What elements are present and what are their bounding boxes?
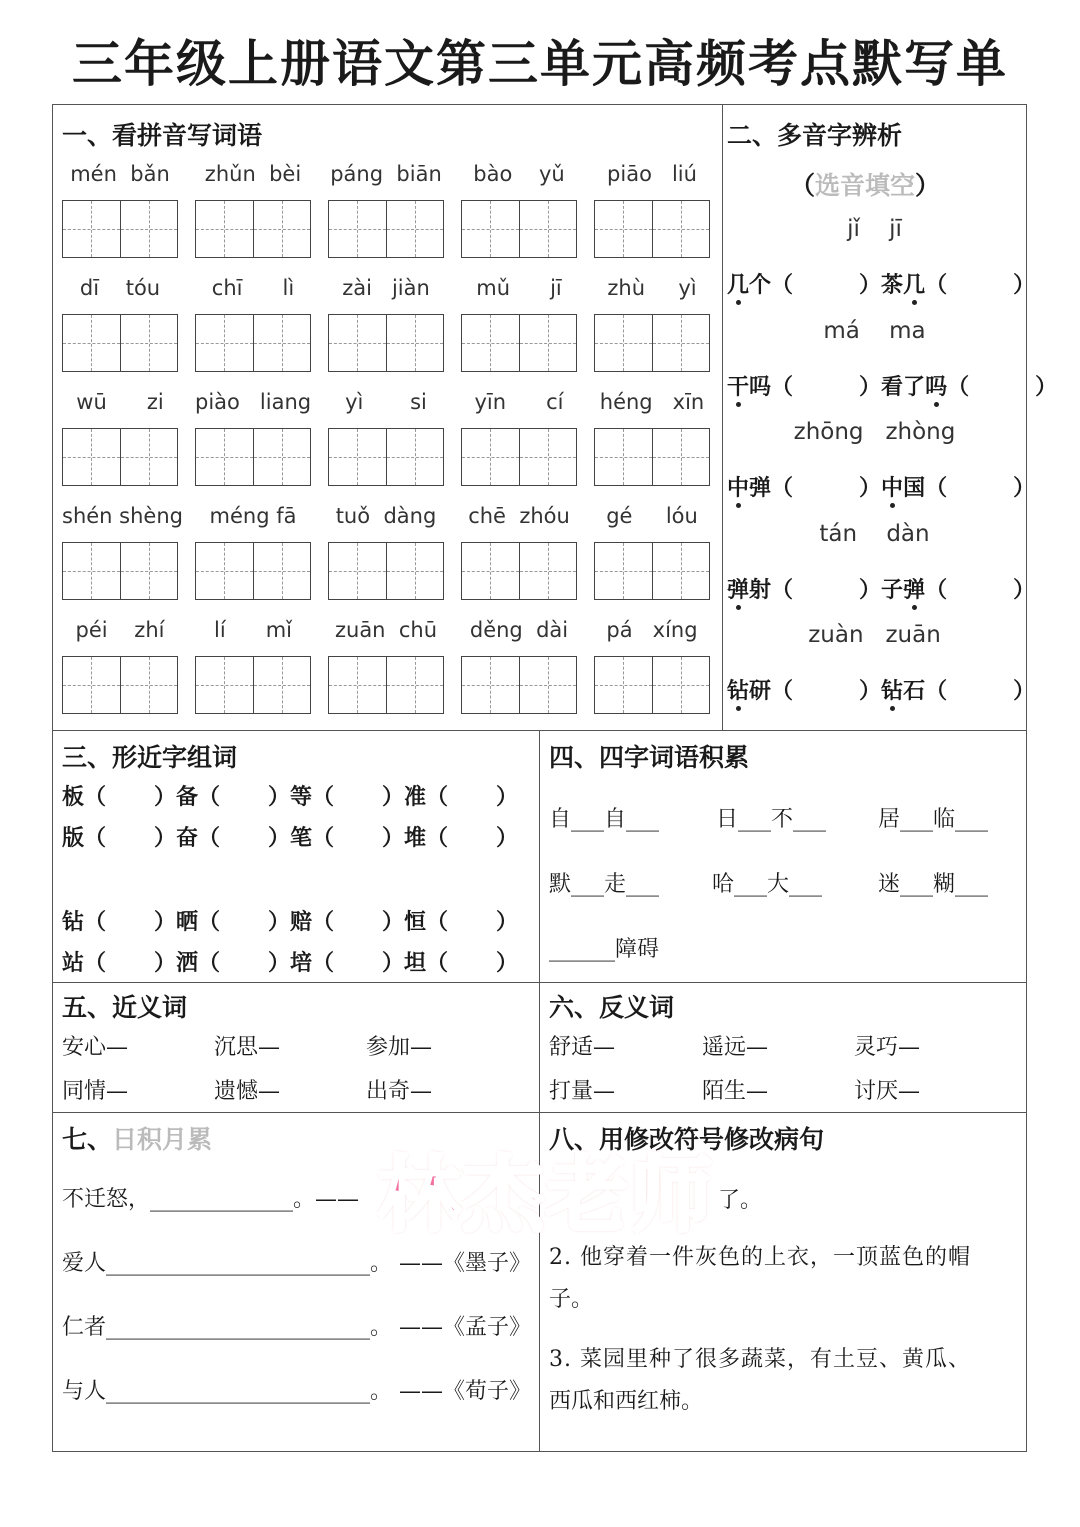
pinyin-options: zuàn zuān xyxy=(808,622,941,648)
pinyin-label: zhǔn bèi xyxy=(204,162,302,186)
writing-grid[interactable] xyxy=(62,656,178,714)
word-suffix: （ xyxy=(947,373,970,400)
antonym-item[interactable]: 舒适— xyxy=(549,1035,616,1060)
char-compound-item[interactable]: ）恒（ xyxy=(382,909,449,935)
synonym-item[interactable]: 参加— xyxy=(366,1035,433,1060)
pinyin-label: shén shèng xyxy=(62,504,183,528)
word-suffix: 弹（ xyxy=(749,475,794,501)
section-title: 二、多音字辨析 xyxy=(727,121,903,150)
quote-line xyxy=(62,1182,359,1213)
idiom-blank[interactable]: 哈___大___ xyxy=(712,872,823,897)
divider xyxy=(52,1112,1027,1113)
writing-grid[interactable] xyxy=(62,542,178,600)
idiom-blank[interactable]: 居___临___ xyxy=(878,807,989,832)
grid-cell[interactable] xyxy=(595,429,652,485)
section-title: 六、反义词 xyxy=(549,993,675,1022)
section-title: 三、形近字组词 xyxy=(62,743,238,772)
writing-grid[interactable] xyxy=(328,542,444,600)
page-title: 三年级上册语文第三单元高频考点默写单 xyxy=(72,34,1008,93)
grid-cell[interactable] xyxy=(386,657,444,713)
writing-grid[interactable] xyxy=(328,200,444,258)
quote-start: 仁者 xyxy=(62,1315,107,1340)
pinyin-label: zuān chū xyxy=(334,618,438,642)
pinyin-label: chē zhóu xyxy=(468,504,570,528)
pinyin-label: gé lóu xyxy=(606,504,698,528)
divider xyxy=(52,982,1027,983)
writing-grid[interactable] xyxy=(461,200,577,258)
char-compound-item[interactable]: 钻（ xyxy=(62,909,107,935)
grid-cell[interactable] xyxy=(386,201,444,257)
grid-cell[interactable] xyxy=(196,543,253,599)
writing-grid[interactable] xyxy=(461,542,577,600)
dotted-char: 干 xyxy=(727,370,749,401)
grid-cell[interactable] xyxy=(519,657,577,713)
paren-close: ） xyxy=(859,678,882,704)
dotted-char: 中 xyxy=(881,471,903,502)
quote-dash: 。 —— xyxy=(370,1251,444,1276)
quote-line xyxy=(62,1374,531,1405)
pinyin-label: piāo liú xyxy=(607,162,697,186)
quote-source: 《墨子》 xyxy=(443,1251,532,1276)
grid-cell[interactable] xyxy=(120,201,178,257)
word-suffix: 个（ xyxy=(749,272,794,298)
section-title: 四、四字词语积累 xyxy=(549,743,750,772)
char-compound-item[interactable]: 站（ xyxy=(62,950,107,976)
word-suffix: 研（ xyxy=(749,678,794,704)
word-prefix: 看了 xyxy=(881,373,926,400)
char-compound-item[interactable]: ）备（ xyxy=(154,784,221,810)
grid-cell[interactable] xyxy=(652,543,710,599)
grid-cell[interactable] xyxy=(253,315,311,371)
paren-close: ） xyxy=(1013,678,1036,704)
pinyin-options: má ma xyxy=(823,317,926,344)
grid-cell[interactable] xyxy=(120,543,178,599)
quote-start: 与人 xyxy=(62,1379,107,1404)
writing-grid[interactable] xyxy=(195,200,311,258)
pinyin-label: bào yǔ xyxy=(473,162,565,186)
char-compound-item[interactable]: ）奋（ xyxy=(154,825,221,851)
idiom-blank[interactable]: 默___走___ xyxy=(549,872,660,897)
writing-grid[interactable] xyxy=(62,428,178,486)
grid-cell[interactable] xyxy=(462,315,519,371)
pinyin-label: dī tóu xyxy=(79,276,161,300)
grid-cell[interactable] xyxy=(253,657,311,713)
antonym-item[interactable]: 陌生— xyxy=(702,1079,769,1104)
antonym-item[interactable]: 打量— xyxy=(549,1079,616,1104)
section-subtitle: （选音填空） xyxy=(790,171,941,200)
paren-close: ） xyxy=(859,373,882,400)
dotted-char: 钻 xyxy=(881,674,903,705)
word-prefix: 茶 xyxy=(881,272,904,298)
char-compound-item[interactable]: 版（ xyxy=(62,825,107,851)
grid-cell[interactable] xyxy=(120,429,178,485)
synonym-item[interactable]: 出奇— xyxy=(366,1079,433,1104)
char-compound-item[interactable]: ）坦（ xyxy=(382,950,449,976)
grid-cell[interactable] xyxy=(519,429,577,485)
grid-cell[interactable] xyxy=(63,543,120,599)
grid-cell[interactable] xyxy=(652,429,710,485)
grid-cell[interactable] xyxy=(386,315,444,371)
writing-grid[interactable] xyxy=(594,428,710,486)
writing-grid[interactable] xyxy=(328,314,444,372)
pinyin-label: yīn cí xyxy=(474,390,564,414)
synonym-item[interactable]: 遗憾— xyxy=(214,1079,281,1104)
grid-cell[interactable] xyxy=(519,201,577,257)
grid-cell[interactable] xyxy=(253,429,311,485)
quote-blank[interactable]: _____________ xyxy=(150,1187,294,1212)
pinyin-label: pá xíng xyxy=(606,618,698,642)
sentence-item: 2. 他穿着一件灰色的上衣，一顶蓝色的帽 xyxy=(549,1245,971,1270)
grid-cell[interactable] xyxy=(196,315,253,371)
pinyin-label: piào liang xyxy=(195,390,312,414)
char-compound-item[interactable]: ）洒（ xyxy=(154,950,221,976)
writing-grid[interactable] xyxy=(594,542,710,600)
paren-close: ） xyxy=(1013,475,1036,501)
writing-grid[interactable] xyxy=(461,428,577,486)
char-compound-item[interactable]: ）培（ xyxy=(268,950,335,976)
writing-grid[interactable] xyxy=(328,656,444,714)
writing-grid[interactable] xyxy=(195,314,311,372)
pinyin-label: tuǒ dàng xyxy=(335,504,437,528)
grid-cell[interactable] xyxy=(462,201,519,257)
polyphonic-line xyxy=(727,370,1057,401)
antonym-item[interactable]: 灵巧— xyxy=(854,1035,921,1060)
grid-cell[interactable] xyxy=(595,543,652,599)
word-suffix: 射（ xyxy=(749,576,794,603)
idiom-blank[interactable]: 日___不___ xyxy=(716,807,827,832)
antonym-item[interactable]: 讨厌— xyxy=(854,1079,921,1104)
grid-cell[interactable] xyxy=(63,657,120,713)
writing-grid[interactable] xyxy=(594,656,710,714)
section-title: 一、看拼音写词语 xyxy=(62,121,263,150)
grid-cell[interactable] xyxy=(462,657,519,713)
quote-dash: 。 —— xyxy=(370,1379,444,1404)
section-title: 五、近义词 xyxy=(62,993,188,1022)
grid-cell[interactable] xyxy=(196,657,253,713)
quote-line xyxy=(62,1310,531,1341)
paren-close: ） xyxy=(1013,576,1036,603)
pinyin-label: méng fā xyxy=(209,504,297,528)
synonym-item[interactable]: 同情— xyxy=(62,1079,129,1104)
pinyin-label: zhù yì xyxy=(607,276,697,300)
grid-cell[interactable] xyxy=(652,657,710,713)
grid-cell[interactable] xyxy=(253,201,311,257)
quote-start: 不迁怒， xyxy=(62,1187,151,1212)
grid-cell[interactable] xyxy=(120,657,178,713)
pinyin-label: mén bǎn xyxy=(70,162,170,186)
sentence-item: 3. 菜园里种了很多蔬菜，有土豆、黄瓜、 xyxy=(549,1347,971,1372)
sentence-fragment: 了。 xyxy=(718,1188,763,1213)
word-prefix: 子 xyxy=(881,576,904,603)
pinyin-options: zhōng zhòng xyxy=(793,419,956,445)
polyphonic-line xyxy=(727,471,1035,502)
quote-blank[interactable]: ________________________ xyxy=(106,1315,371,1340)
grid-cell[interactable] xyxy=(253,543,311,599)
paren-close: ） xyxy=(859,576,882,603)
quote-blank[interactable]: ________________________ xyxy=(106,1251,371,1276)
quote-blank[interactable]: ________________________ xyxy=(106,1379,371,1404)
char-compound-item[interactable]: ）堆（ xyxy=(382,825,449,851)
dotted-char: 弹 xyxy=(727,573,749,604)
grid-cell[interactable] xyxy=(329,657,386,713)
pinyin-label: mǔ jī xyxy=(476,276,562,300)
char-compound-item: ） xyxy=(496,909,519,935)
idiom-blank[interactable]: 迷___糊___ xyxy=(878,872,989,897)
polyphonic-line xyxy=(727,268,1035,299)
writing-grid[interactable] xyxy=(594,200,710,258)
paren-close: ） xyxy=(1035,373,1058,400)
word-suffix: 吗（ xyxy=(749,373,794,400)
writing-grid[interactable] xyxy=(328,428,444,486)
char-compound-item[interactable]: 板（ xyxy=(62,784,107,810)
grid-cell[interactable] xyxy=(462,543,519,599)
grid-cell[interactable] xyxy=(196,201,253,257)
char-compound-item[interactable]: ）笔（ xyxy=(268,825,335,851)
pinyin-label: chī lì xyxy=(211,276,295,300)
word-suffix: 石（ xyxy=(903,678,948,704)
writing-grid[interactable] xyxy=(195,656,311,714)
grid-cell[interactable] xyxy=(63,201,120,257)
grid-cell[interactable] xyxy=(519,543,577,599)
grid-cell[interactable] xyxy=(196,429,253,485)
paren-close: ） xyxy=(859,272,882,298)
pinyin-label: péi zhí xyxy=(75,618,165,642)
char-compound-item[interactable]: ）赔（ xyxy=(268,909,335,935)
dotted-char: 几 xyxy=(903,268,925,299)
pinyin-label: páng biān xyxy=(330,162,442,186)
pinyin-label: héng xīn xyxy=(599,390,705,414)
paren-close: ） xyxy=(1013,272,1036,298)
grid-cell[interactable] xyxy=(595,657,652,713)
watermark-text: 林杰老师 xyxy=(378,1148,715,1243)
dotted-char: 中 xyxy=(727,471,749,502)
idiom-blank[interactable]: ______障碍 xyxy=(549,937,660,962)
char-compound-item[interactable]: ）等（ xyxy=(268,784,335,810)
quote-start: 爱人 xyxy=(62,1251,107,1276)
quote-line xyxy=(62,1246,531,1277)
char-compound-item: ） xyxy=(496,950,519,976)
word-suffix: 国（ xyxy=(903,475,948,501)
grid-cell[interactable] xyxy=(386,429,444,485)
dotted-char: 几 xyxy=(727,268,749,299)
char-compound-item[interactable]: ）准（ xyxy=(382,784,449,810)
grid-cell[interactable] xyxy=(329,429,386,485)
pinyin-label: wū zi xyxy=(76,390,164,414)
quote-source: 《荀子》 xyxy=(443,1379,532,1404)
idiom-blank[interactable]: 自___自___ xyxy=(549,807,660,832)
grid-cell[interactable] xyxy=(386,543,444,599)
pinyin-options: jǐ jī xyxy=(847,216,902,242)
section-title: 八、用修改符号修改病句 xyxy=(549,1125,825,1154)
writing-grid[interactable] xyxy=(62,314,178,372)
grid-cell[interactable] xyxy=(595,315,652,371)
grid-cell[interactable] xyxy=(120,315,178,371)
quote-source: 《孟子》 xyxy=(443,1315,532,1340)
divider xyxy=(539,730,540,1452)
grid-cell[interactable] xyxy=(329,543,386,599)
pinyin-label: lí mǐ xyxy=(213,618,292,642)
dotted-char: 钻 xyxy=(727,674,749,705)
grid-cell[interactable] xyxy=(462,429,519,485)
paren-close: ） xyxy=(859,475,882,501)
writing-grid[interactable] xyxy=(195,542,311,600)
dotted-char: 弹 xyxy=(903,573,925,604)
sentence-item: 子。 xyxy=(549,1287,594,1312)
pinyin-label: yì si xyxy=(345,390,427,414)
antonym-item[interactable]: 遥远— xyxy=(702,1035,769,1060)
polyphonic-line xyxy=(727,674,1035,705)
grid-cell[interactable] xyxy=(329,201,386,257)
word-suffix: （ xyxy=(925,272,948,298)
grid-cell[interactable] xyxy=(652,315,710,371)
grid-cell[interactable] xyxy=(652,201,710,257)
sentence-item: 西瓜和西红柿。 xyxy=(549,1389,704,1414)
polyphonic-line xyxy=(727,573,1035,604)
writing-grid[interactable] xyxy=(62,200,178,258)
synonym-item[interactable]: 安心— xyxy=(62,1035,129,1060)
char-compound-item: ） xyxy=(496,784,519,810)
pinyin-label: děng dài xyxy=(469,618,569,642)
pinyin-label: zài jiàn xyxy=(342,276,430,300)
grid-cell[interactable] xyxy=(63,315,120,371)
quote-dash: 。—— xyxy=(293,1187,360,1212)
pinyin-options: tán dàn xyxy=(819,520,930,547)
divider xyxy=(722,104,723,730)
dotted-char: 吗 xyxy=(925,370,947,401)
word-suffix: （ xyxy=(925,576,948,603)
char-compound-item[interactable]: ）晒（ xyxy=(154,909,221,935)
writing-grid[interactable] xyxy=(195,428,311,486)
quote-dash: 。 —— xyxy=(370,1315,444,1340)
grid-cell[interactable] xyxy=(63,429,120,485)
char-compound-item: ） xyxy=(496,825,519,851)
grid-cell[interactable] xyxy=(519,315,577,371)
synonym-item[interactable]: 沉思— xyxy=(214,1035,281,1060)
grid-cell[interactable] xyxy=(595,201,652,257)
writing-grid[interactable] xyxy=(461,314,577,372)
grid-cell[interactable] xyxy=(329,315,386,371)
section-title: 七、日积月累 xyxy=(62,1125,213,1154)
writing-grid[interactable] xyxy=(594,314,710,372)
writing-grid[interactable] xyxy=(461,656,577,714)
